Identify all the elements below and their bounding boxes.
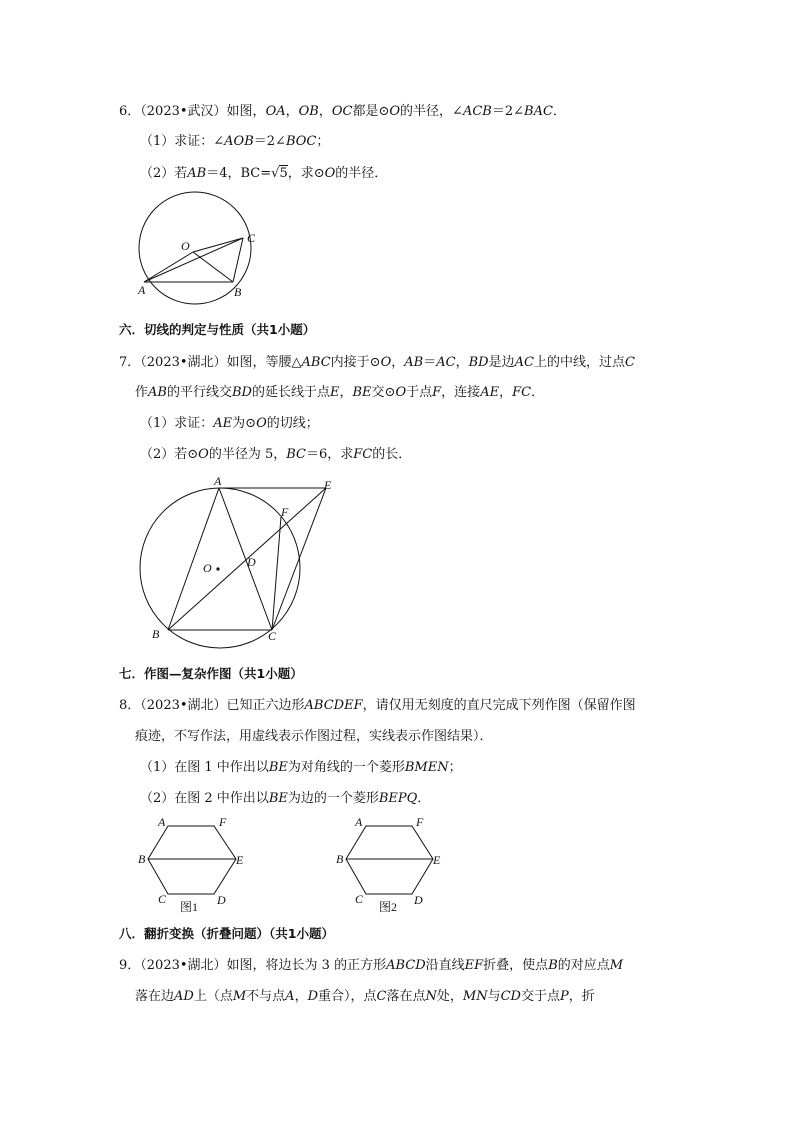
text: 为对角线的一个菱形 (287, 760, 405, 775)
label-f: F (219, 815, 227, 829)
source: （2023•武汉） (140, 104, 227, 119)
segment-ac (144, 238, 243, 282)
var: AB (404, 355, 424, 370)
text: 处， (436, 989, 463, 1004)
var: O (256, 416, 267, 431)
var: AOB (224, 134, 254, 149)
text: ， (294, 989, 308, 1004)
text: ． (552, 104, 566, 119)
label-o: O (181, 239, 190, 253)
label-c: C (158, 892, 167, 906)
label-b: B (138, 852, 146, 866)
label-a: A (355, 815, 363, 829)
text: 与 (487, 989, 501, 1004)
label-a: A (214, 474, 222, 488)
text: 都是⊙ (352, 104, 390, 119)
text: 如图， (226, 104, 266, 119)
var: AC (514, 355, 534, 370)
text: （2）若⊙ (140, 447, 199, 462)
label-a: A (158, 815, 166, 829)
text: ， (339, 385, 353, 400)
text: ＝2∠ (253, 134, 286, 149)
text: 折叠，使点 (483, 958, 549, 973)
var: BE (268, 791, 288, 806)
q6-part1 (140, 133, 329, 151)
q8-figure-1 (136, 812, 256, 912)
text: ； (316, 134, 330, 149)
text: 的长． (372, 447, 412, 462)
question-number: 6． (119, 104, 141, 119)
text: ， (455, 355, 469, 370)
label-e: E (324, 478, 332, 492)
q9-stem-line1 (119, 957, 623, 975)
var: FC (353, 447, 373, 462)
var: AB (148, 385, 167, 400)
segment-bc (233, 238, 243, 282)
var: AC (436, 355, 456, 370)
q7-part2 (140, 446, 411, 464)
label-e: E (236, 853, 244, 867)
text: 为边的一个菱形 (287, 791, 379, 806)
text: 的半径． (335, 166, 388, 181)
q9-stem-line2 (135, 988, 595, 1006)
sqrt-sign: √ (271, 166, 280, 181)
label-f: F (281, 505, 289, 519)
radicand: 5 (279, 166, 288, 181)
var: BE (352, 385, 372, 400)
segment-fc (272, 517, 281, 630)
text: 是边 (488, 355, 515, 370)
text: 沿直线 (425, 958, 465, 973)
text: （2023•湖北）如图，将边长为 3 的正方形 (140, 958, 387, 973)
var: F (432, 385, 442, 400)
text: 内接于⊙ (330, 355, 381, 370)
label-e: E (433, 853, 441, 867)
label-b: B (336, 852, 344, 866)
text: ． (531, 385, 545, 400)
var: N (425, 989, 437, 1004)
label-d: D (247, 555, 256, 569)
var: C (624, 355, 635, 370)
var: O (198, 447, 209, 462)
label-b: B (234, 285, 242, 299)
figure-caption-2: 图2 (379, 900, 398, 914)
text: 的平行线交 (166, 385, 232, 400)
text: （1）在图 1 中作出以 (140, 760, 269, 775)
var: BMEN (404, 760, 449, 775)
label-d: D (414, 893, 423, 907)
text: （2023•湖北）如图，等腰△ (140, 355, 302, 370)
q6-part2 (140, 165, 387, 183)
var: AB (187, 166, 207, 181)
hexagon (148, 826, 236, 894)
text: ＝4，BC= (206, 166, 272, 181)
segment-oc (193, 238, 243, 252)
text: 不与点 (246, 989, 286, 1004)
q8-figure-2 (334, 812, 454, 912)
text: （2023•湖北）已知正六边形 (140, 698, 305, 713)
q6-stem (119, 103, 566, 121)
label-o: O (203, 561, 212, 575)
label-c: C (355, 892, 364, 906)
var: FC (512, 385, 532, 400)
var: M (609, 958, 624, 973)
section-heading-8: 八．翻折变换（折叠问题）（共1小题） (119, 926, 334, 941)
text: 的延长线于点 (251, 385, 330, 400)
segment-ac (219, 488, 272, 630)
question-number: 9． (119, 958, 141, 973)
var: P (559, 989, 569, 1004)
q6-figure (130, 195, 260, 305)
text: ． (417, 791, 431, 806)
text: 落在边 (135, 989, 175, 1004)
text: ＝ (423, 355, 437, 370)
var: O (395, 385, 407, 400)
center-dot (216, 567, 219, 570)
q8-part1 (140, 759, 462, 777)
var: AE (213, 416, 233, 431)
text: ； (448, 760, 462, 775)
var: B (548, 958, 558, 973)
text: 的半径，∠ (400, 104, 463, 119)
text: ，请仅用无刻度的直尺完成下列作图（保留作图 (362, 698, 636, 713)
text: （2）在图 2 中作出以 (140, 791, 269, 806)
text: ，折 (568, 989, 595, 1004)
label-d: D (217, 893, 226, 907)
text: ， (391, 355, 405, 370)
text: （1）求证： (140, 416, 214, 431)
segment-ob (193, 252, 233, 282)
var: EF (464, 958, 484, 973)
text: ＝2∠ (491, 104, 525, 119)
text: ，连接 (441, 385, 481, 400)
var: MN (462, 989, 488, 1004)
text: （1）求证：∠ (140, 134, 225, 149)
var: D (307, 989, 319, 1004)
var: OB (298, 104, 319, 119)
text: 上的中线，过点 (533, 355, 625, 370)
var: ACB (462, 104, 492, 119)
label-c: C (268, 629, 277, 643)
var: BAC (524, 104, 553, 119)
var: AD (174, 989, 194, 1004)
var: OA (265, 104, 286, 119)
label-f: F (416, 815, 424, 829)
var: BD (231, 385, 252, 400)
text: 上（点 (193, 989, 233, 1004)
text: 的对应点 (557, 958, 610, 973)
text: ， (499, 385, 513, 400)
var: ABCD (386, 958, 426, 973)
q7-part1 (140, 415, 319, 433)
var: BD (468, 355, 489, 370)
var: AE (480, 385, 500, 400)
q7-stem-line1 (119, 354, 635, 372)
text: 重合），点 (318, 989, 377, 1004)
section-heading-6: 六．切线的判定与性质（共1小题） (119, 322, 316, 337)
question-number: 7． (119, 355, 141, 370)
var: BC (286, 447, 306, 462)
q7-stem-line2 (135, 384, 544, 402)
text: 于点 (406, 385, 433, 400)
segment-ab (168, 488, 219, 630)
var: OC (331, 104, 353, 119)
var: M (232, 989, 247, 1004)
text: ＝6，求 (306, 447, 354, 462)
q7-figure (130, 472, 350, 647)
text: 的切线； (266, 416, 319, 431)
text: 交于点 (520, 989, 560, 1004)
segment-oa (144, 252, 193, 282)
figure-caption-1: 图1 (180, 900, 199, 914)
label-b: B (152, 627, 160, 641)
var: O (389, 104, 401, 119)
var: BE (268, 760, 288, 775)
hexagon (346, 826, 433, 894)
var: BOC (285, 134, 317, 149)
text: 为⊙ (232, 416, 257, 431)
var: ABC (301, 355, 331, 370)
circle-o (140, 488, 300, 648)
section-heading-7: 七．作图—复杂作图（共1小题） (119, 666, 303, 681)
q8-part2 (140, 790, 430, 808)
var: E (329, 385, 340, 400)
text: 作 (135, 385, 149, 400)
text: ， (318, 104, 332, 119)
q8-stem-line2: 痕迹，不写作法，用虚线表示作图过程，实线表示作图结果）． (135, 729, 493, 744)
text: ，求⊙ (287, 166, 325, 181)
var: A (285, 989, 295, 1004)
q8-stem-line1 (119, 697, 636, 715)
question-number: 8． (119, 698, 141, 713)
var: O (380, 355, 392, 370)
label-a: A (138, 283, 146, 297)
var: C (376, 989, 387, 1004)
var: CD (500, 989, 521, 1004)
label-c: C (247, 231, 256, 245)
text: ， (285, 104, 299, 119)
text: 交⊙ (371, 385, 396, 400)
var: BEPQ (378, 791, 418, 806)
text: 落在点 (386, 989, 426, 1004)
text: 的半径为 5， (208, 447, 287, 462)
text: （2）若 (140, 166, 188, 181)
var: O (324, 166, 336, 181)
var: ABCDEF (304, 698, 363, 713)
